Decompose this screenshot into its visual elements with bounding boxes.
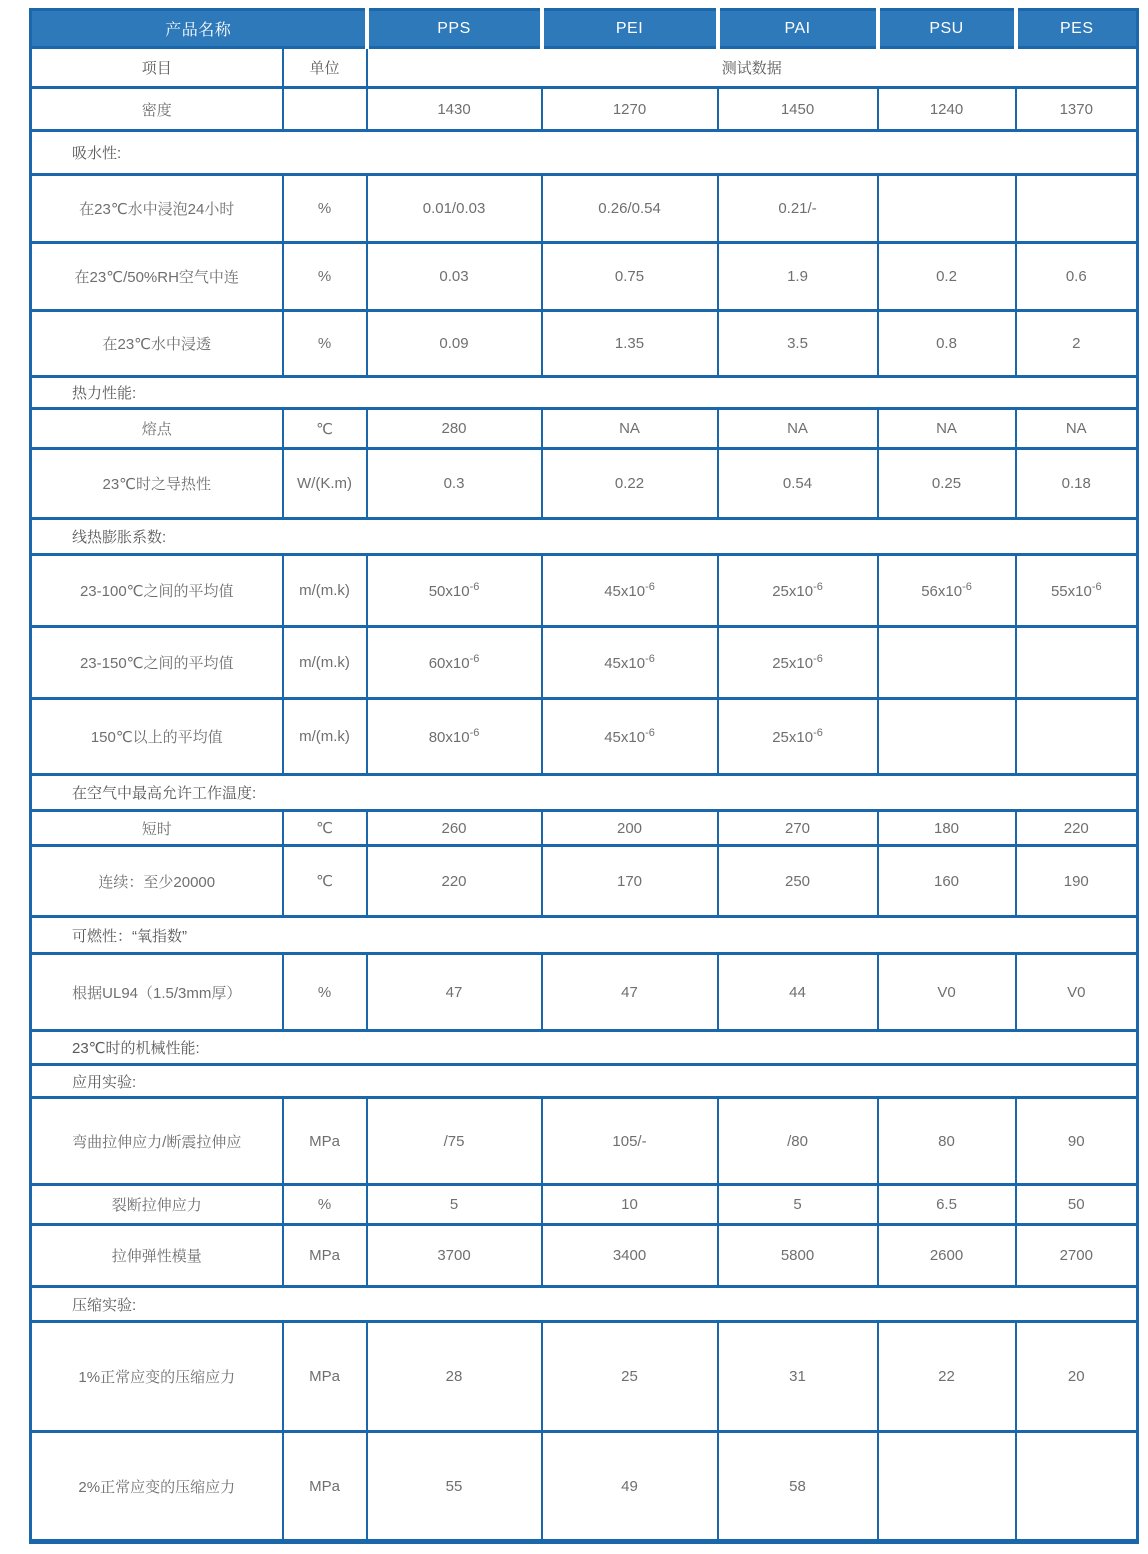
value-pei: $45x10^{-6}$ <box>542 699 718 775</box>
section-label: 热力性能: <box>31 377 1138 409</box>
row-label: 23℃时之导热性 <box>31 449 283 519</box>
value-pes: 90 <box>1016 1098 1138 1185</box>
value-pes: $55x10^{-6}$ <box>1016 555 1138 627</box>
row-label: 弯曲拉伸应力/断震拉伸应 <box>31 1098 283 1185</box>
row-unit: ℃ <box>283 846 367 917</box>
value-pps: /75 <box>367 1098 542 1185</box>
value-psu: V0 <box>878 954 1016 1031</box>
value-pai: 1450 <box>718 88 878 131</box>
section-row <box>31 377 1138 409</box>
row-unit: MPa <box>283 1322 367 1432</box>
value-pai: NA <box>718 409 878 449</box>
material-properties-table <box>29 8 1139 1544</box>
table-row <box>31 175 1138 243</box>
table-row <box>31 699 1138 775</box>
row-label: 密度 <box>31 88 283 131</box>
value-pps: 28 <box>367 1322 542 1432</box>
value-pps: 0.3 <box>367 449 542 519</box>
value-pps: 220 <box>367 846 542 917</box>
row-unit: m/(m.k) <box>283 699 367 775</box>
value-pps: 1430 <box>367 88 542 131</box>
unit-header: 单位 <box>283 48 367 88</box>
value-pai: 270 <box>718 811 878 846</box>
value-pps: $50x10^{-6}$ <box>367 555 542 627</box>
value-pes: 0.6 <box>1016 243 1138 311</box>
table-row <box>31 1432 1138 1542</box>
section-label: 压缩实验: <box>31 1287 1138 1322</box>
row-label: 在23℃水中浸泡24小时 <box>31 175 283 243</box>
value-psu: 0.2 <box>878 243 1016 311</box>
row-unit: ℃ <box>283 811 367 846</box>
row-label: 23-150℃之间的平均值 <box>31 627 283 699</box>
section-row <box>31 1031 1138 1065</box>
value-psu <box>878 699 1016 775</box>
value-pps: $80x10^{-6}$ <box>367 699 542 775</box>
value-pei: 47 <box>542 954 718 1031</box>
value-pes: 1370 <box>1016 88 1138 131</box>
item-header: 项目 <box>31 48 283 88</box>
value-pei: 105/- <box>542 1098 718 1185</box>
value-psu <box>878 627 1016 699</box>
row-unit: m/(m.k) <box>283 627 367 699</box>
value-pei: 0.75 <box>542 243 718 311</box>
value-pps: 5 <box>367 1185 542 1225</box>
table-row <box>31 243 1138 311</box>
table-row <box>31 811 1138 846</box>
value-pps: 280 <box>367 409 542 449</box>
table-body <box>31 88 1138 1542</box>
table-row <box>31 409 1138 449</box>
value-pes: NA <box>1016 409 1138 449</box>
value-pes <box>1016 175 1138 243</box>
value-pes <box>1016 699 1138 775</box>
product-column-pei: PEI <box>542 10 718 48</box>
table-row <box>31 846 1138 917</box>
table-row <box>31 1225 1138 1287</box>
row-unit <box>283 88 367 131</box>
value-psu: 1240 <box>878 88 1016 131</box>
value-pei: 10 <box>542 1185 718 1225</box>
value-pei: 49 <box>542 1432 718 1542</box>
row-label: 1%正常应变的压缩应力 <box>31 1322 283 1432</box>
value-pei: 25 <box>542 1322 718 1432</box>
table-row <box>31 1098 1138 1185</box>
value-pai: 44 <box>718 954 878 1031</box>
row-unit: m/(m.k) <box>283 555 367 627</box>
value-pei: 1270 <box>542 88 718 131</box>
row-label: 根据UL94（1.5/3mm厚） <box>31 954 283 1031</box>
row-unit: MPa <box>283 1098 367 1185</box>
section-label: 吸水性: <box>31 131 1138 175</box>
value-psu: 22 <box>878 1322 1016 1432</box>
value-pai: 5800 <box>718 1225 878 1287</box>
row-label: 在23℃/50%RH空气中连 <box>31 243 283 311</box>
value-pei: NA <box>542 409 718 449</box>
section-label: 线热膨胀系数: <box>31 519 1138 555</box>
section-label: 23℃时的机械性能: <box>31 1031 1138 1065</box>
row-label: 熔点 <box>31 409 283 449</box>
table-row <box>31 88 1138 131</box>
value-pei: 3400 <box>542 1225 718 1287</box>
value-pai: 3.5 <box>718 311 878 377</box>
value-psu <box>878 1432 1016 1542</box>
value-psu: 6.5 <box>878 1185 1016 1225</box>
section-row <box>31 1287 1138 1322</box>
value-psu <box>878 175 1016 243</box>
value-pes: V0 <box>1016 954 1138 1031</box>
value-pps: 0.09 <box>367 311 542 377</box>
value-pai: 5 <box>718 1185 878 1225</box>
section-row <box>31 775 1138 811</box>
test-data-header: 测试数据 <box>367 48 1138 88</box>
value-pai: 250 <box>718 846 878 917</box>
value-pps: 0.01/0.03 <box>367 175 542 243</box>
value-pai: 58 <box>718 1432 878 1542</box>
value-pes <box>1016 1432 1138 1542</box>
section-row <box>31 519 1138 555</box>
row-label: 裂断拉伸应力 <box>31 1185 283 1225</box>
value-pps: 260 <box>367 811 542 846</box>
row-unit: % <box>283 243 367 311</box>
product-column-pes: PES <box>1016 10 1138 48</box>
value-pps: 3700 <box>367 1225 542 1287</box>
product-column-psu: PSU <box>878 10 1016 48</box>
value-psu: NA <box>878 409 1016 449</box>
row-label: 23-100℃之间的平均值 <box>31 555 283 627</box>
value-pei: 0.22 <box>542 449 718 519</box>
table-row <box>31 311 1138 377</box>
value-pes: 220 <box>1016 811 1138 846</box>
value-pei: 200 <box>542 811 718 846</box>
value-psu: 80 <box>878 1098 1016 1185</box>
value-pps: 55 <box>367 1432 542 1542</box>
table-row <box>31 627 1138 699</box>
section-row <box>31 1065 1138 1098</box>
value-pai: $25x10^{-6}$ <box>718 555 878 627</box>
value-pes: 20 <box>1016 1322 1138 1432</box>
value-psu: 2600 <box>878 1225 1016 1287</box>
row-unit: % <box>283 311 367 377</box>
value-pes <box>1016 627 1138 699</box>
value-psu: 0.8 <box>878 311 1016 377</box>
subheader-row <box>31 48 1138 88</box>
value-pei: 1.35 <box>542 311 718 377</box>
value-pai: 0.54 <box>718 449 878 519</box>
value-pps: 47 <box>367 954 542 1031</box>
row-unit: % <box>283 1185 367 1225</box>
value-psu: 160 <box>878 846 1016 917</box>
row-unit: MPa <box>283 1432 367 1542</box>
product-column-pps: PPS <box>367 10 542 48</box>
row-label: 150℃以上的平均值 <box>31 699 283 775</box>
product-header-row <box>31 10 1138 48</box>
value-pei: $45x10^{-6}$ <box>542 627 718 699</box>
row-unit: ℃ <box>283 409 367 449</box>
value-psu: $56x10^{-6}$ <box>878 555 1016 627</box>
product-name-header: 产品名称 <box>31 10 367 48</box>
row-label: 拉伸弹性模量 <box>31 1225 283 1287</box>
row-label: 连续：至少20000 <box>31 846 283 917</box>
value-pps: 0.03 <box>367 243 542 311</box>
value-psu: 0.25 <box>878 449 1016 519</box>
value-pei: 170 <box>542 846 718 917</box>
value-pes: 50 <box>1016 1185 1138 1225</box>
row-unit: % <box>283 954 367 1031</box>
table-row <box>31 555 1138 627</box>
value-pai: $25x10^{-6}$ <box>718 627 878 699</box>
value-pes: 2 <box>1016 311 1138 377</box>
value-pai: 1.9 <box>718 243 878 311</box>
row-label: 2%正常应变的压缩应力 <box>31 1432 283 1542</box>
value-pes: 2700 <box>1016 1225 1138 1287</box>
value-pai: /80 <box>718 1098 878 1185</box>
value-pai: 0.21/- <box>718 175 878 243</box>
value-pps: $60x10^{-6}$ <box>367 627 542 699</box>
section-row <box>31 917 1138 954</box>
value-psu: 180 <box>878 811 1016 846</box>
section-label: 可燃性：“氧指数” <box>31 917 1138 954</box>
section-row <box>31 131 1138 175</box>
table-row <box>31 1185 1138 1225</box>
value-pes: 190 <box>1016 846 1138 917</box>
row-unit: % <box>283 175 367 243</box>
row-label: 短时 <box>31 811 283 846</box>
product-column-pai: PAI <box>718 10 878 48</box>
table-row <box>31 1322 1138 1432</box>
row-label: 在23℃水中浸透 <box>31 311 283 377</box>
table-row <box>31 954 1138 1031</box>
section-label: 应用实验: <box>31 1065 1138 1098</box>
section-label: 在空气中最高允许工作温度: <box>31 775 1138 811</box>
table-row <box>31 449 1138 519</box>
value-pai: $25x10^{-6}$ <box>718 699 878 775</box>
row-unit: MPa <box>283 1225 367 1287</box>
row-unit: W/(K.m) <box>283 449 367 519</box>
value-pai: 31 <box>718 1322 878 1432</box>
value-pei: 0.26/0.54 <box>542 175 718 243</box>
value-pes: 0.18 <box>1016 449 1138 519</box>
value-pei: $45x10^{-6}$ <box>542 555 718 627</box>
